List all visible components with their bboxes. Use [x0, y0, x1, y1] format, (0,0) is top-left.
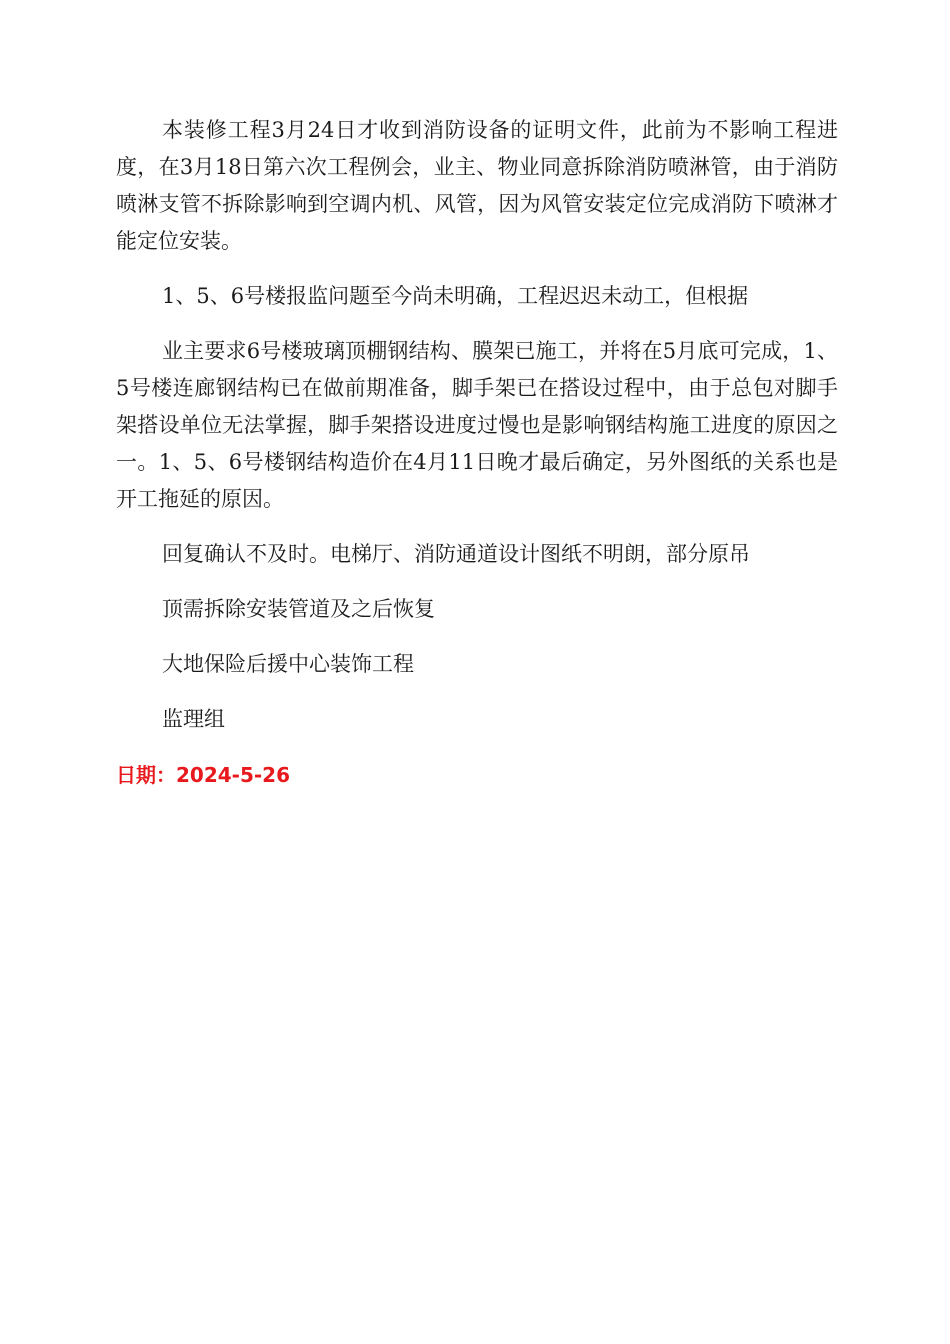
- paragraph-ceiling-removal: 顶需拆除安装管道及之后恢复: [162, 597, 435, 621]
- paragraph-building-supervision: 1、5、6号楼报监问题至今尚未明确，工程迟迟未动工，但根据: [162, 284, 749, 308]
- paragraph-reply-confirmation: 回复确认不及时。电梯厅、消防通道设计图纸不明朗，部分原吊: [162, 542, 750, 566]
- document-body: [116, 112, 838, 756]
- paragraph-fire-equipment: 本装修工程3月24日才收到消防设备的证明文件，此前为不影响工程进度，在3月18日第六次工程例会，业主、物业同意拆除消防喷淋管，由于消防喷淋支管不拆除影响到空调内机、风管，因为风管安装定位完成消防下喷淋才能定位安装。: [116, 118, 838, 253]
- paragraph-supervision-group: 监理组: [162, 707, 225, 731]
- document-date: 日期：2024-5-26: [116, 763, 291, 787]
- paragraph-project-name: 大地保险后援中心装饰工程: [162, 652, 414, 676]
- paragraph-steel-structure: 业主要求6号楼玻璃顶棚钢结构、膜架已施工，并将在5月底可完成，1、5号楼连廊钢结构已在做前期准备，脚手架已在搭设过程中，由于总包对脚手架搭设单位无法掌握，脚手架搭设进度过慢也是影响钢结构施工进度的原因之一。1、5、6号楼钢结构造价在4月11日晚才最后确定，另外图纸的关系也是开工拖延的原因。: [116, 339, 838, 511]
